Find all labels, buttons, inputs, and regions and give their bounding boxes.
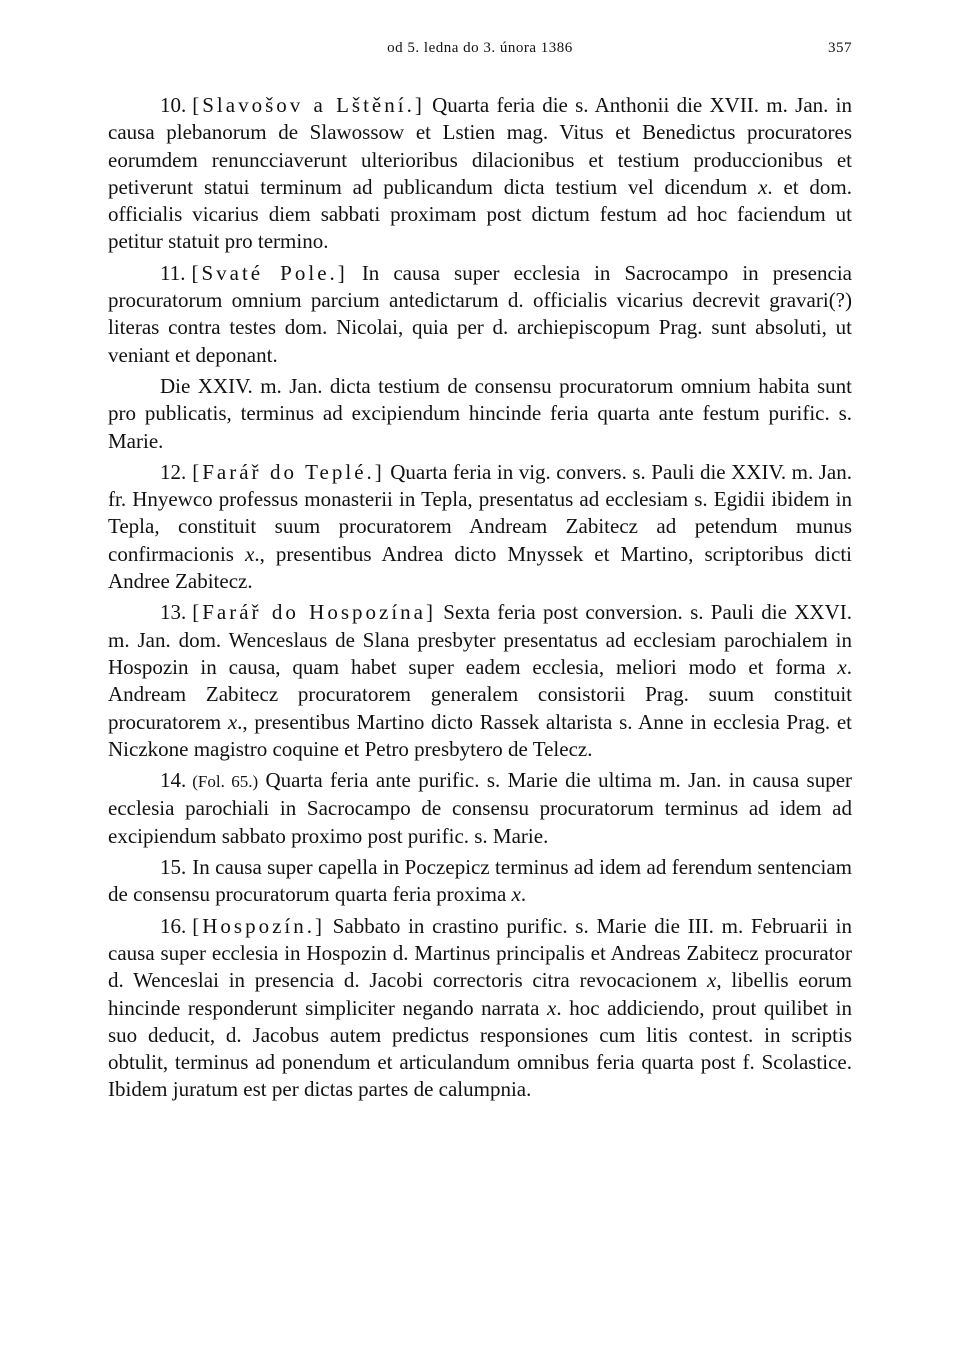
etc-abbreviation: x bbox=[227, 709, 238, 734]
entry-text: In causa super capella in Poczepicz terminus ad idem ad ferendum sentenciam de consensu procuratorum quarta feria proxima bbox=[108, 855, 852, 907]
entry-text: Quarta feria die s. Anthonii die XVII. m. Jan. in causa plebanorum de Slawossow et Lstien mag. Vitus et Benedictus procuratores eorumdem renuncciaverunt ulterioribus dilacionibus et testium produccionibus et petiverunt statui terminum ad publicandum dicta testium vel dicendum bbox=[108, 93, 852, 199]
place-heading: [Farář do Teplé.] bbox=[192, 459, 385, 484]
place-heading: [Svaté Pole.] bbox=[191, 260, 348, 285]
entry-paragraph bbox=[108, 260, 852, 369]
page-number: 357 bbox=[828, 40, 852, 56]
entry-text: Quarta feria ante purific. s. Marie die ultima m. Jan. in causa super ecclesia parochiali in Sacrocampo de consensu procuratorum terminus ad idem ad excipiendum sabbato proximo post purific. s. Marie. bbox=[108, 768, 853, 848]
etc-abbreviation: x bbox=[837, 654, 847, 679]
entry-paragraph bbox=[108, 854, 852, 909]
entry-text: . et dom. officialis vicarius diem sabbati proximam post dictum festum ad hoc faciendum ut petitur statuit pro termino. bbox=[108, 174, 852, 254]
entry-paragraph bbox=[108, 92, 852, 256]
entry-paragraph bbox=[108, 459, 852, 595]
entry-paragraph bbox=[108, 913, 852, 1104]
entry-text: . Andream Zabitecz procuratorem generalem consistorii Prag. suum constituit procuratorem bbox=[108, 654, 852, 734]
folio-marker: (Fol. 65.) bbox=[192, 772, 259, 792]
running-head bbox=[108, 36, 852, 66]
document-body bbox=[108, 92, 852, 1104]
place-heading: [Slavošov a Lštění.] bbox=[192, 93, 425, 117]
document-page bbox=[108, 36, 852, 1108]
entry-text: ., presentibus Martino dicto Rassek altarista s. Anne in ecclesia Prag. et Niczkone magistro coquine et Petro presbytero de Telecz. bbox=[108, 709, 852, 761]
etc-abbreviation: x bbox=[547, 995, 557, 1020]
entry-paragraph bbox=[108, 767, 852, 850]
entry-number: 16. bbox=[160, 913, 187, 938]
etc-abbreviation: x bbox=[758, 174, 768, 199]
entry-text: , libellis eorum hincinde responderunt simpliciter negando narrata bbox=[108, 968, 852, 1020]
entry-paragraph bbox=[108, 599, 852, 763]
entry-text: In causa super ecclesia in Sacrocampo in presencia procuratorum omnium parcium antedictarum d. officialis vicarius decrevit gravari(?) literas contra testes dom. Nicolai, quia per d. archiepiscopum Prag. sunt absoluti, ut veniant et deponant. bbox=[108, 260, 852, 367]
entry-text: Quarta feria in vig. convers. s. Pauli die XXIV. m. Jan. fr. Hnyewco professus monasterii in Tepla, presentatus ad ecclesiam s. Egidii ibidem in Tepla, constituit suum procuratorem Andream Zabitecz ad petendum munus confirmacionis bbox=[108, 459, 852, 566]
entry-number: 15. bbox=[160, 855, 187, 880]
entry-number: 10. bbox=[160, 93, 187, 117]
place-heading: [Farář do Hospozína] bbox=[192, 600, 436, 625]
entry-text: Sabbato in crastino purific. s. Marie die III. m. Februarii in causa super ecclesia in Hospozin d. Martinus principalis et Andreas Zabitecz procurator d. Wenceslai in presencia d. Jacobi correctoris citra revocacionem bbox=[108, 913, 852, 993]
entry-number: 11. bbox=[160, 260, 186, 285]
entry-number: 14. bbox=[160, 768, 187, 793]
entry-paragraph bbox=[108, 373, 852, 455]
entry-text: Sexta feria post conversion. s. Pauli die XXVI. m. Jan. dom. Wenceslaus de Slana presbyter presentatus ad ecclesiam parochialem in Hospozin in causa, quam habet super eadem ecclesia, meliori modo et forma bbox=[108, 600, 852, 679]
entry-text: . bbox=[520, 882, 527, 907]
etc-abbreviation: x bbox=[707, 968, 717, 993]
entry-text: ., presentibus Andrea dicto Mnyssek et Martino, scriptoribus dicti Andree Zabitecz. bbox=[108, 541, 852, 594]
etc-abbreviation: x bbox=[511, 882, 521, 907]
entry-number: 13. bbox=[160, 600, 187, 625]
entry-number: 12. bbox=[160, 459, 187, 484]
entry-text: Die XXIV. m. Jan. dicta testium de consensu procuratorum omnium habita sunt pro publicatis, terminus ad excipiendum hincinde feria quarta ante festum purific. s. Marie. bbox=[108, 373, 852, 453]
place-heading: [Hospozín.] bbox=[192, 913, 325, 938]
running-title: od 5. ledna do 3. února 1386 bbox=[387, 40, 573, 56]
etc-abbreviation: x bbox=[245, 541, 255, 566]
entry-text: . hoc addiciendo, prout quilibet in suo deducit, d. Jacobus autem predictus responsiones cum litis contest. in scriptis obtulit, terminus ad ponendum et articulandum omnibus feria quarta post f. Scolastice. Ibidem juratum est per dictas partes de calumpnia. bbox=[108, 995, 852, 1102]
